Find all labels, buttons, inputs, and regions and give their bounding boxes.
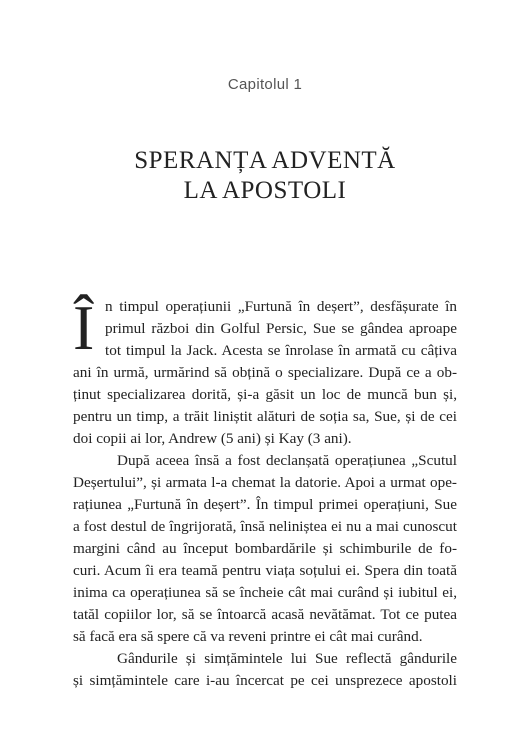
body-line: După aceea însă a fost declanșată operațiunea „Scutul	[117, 452, 457, 469]
drop-cap: Î	[73, 292, 95, 363]
chapter-title	[0, 146, 530, 206]
body-line: Gândurile și simțămintele lui Sue reflectă gândurile	[117, 650, 457, 667]
chapter-title-line-1: SPERANȚA ADVENTĂ	[134, 147, 396, 174]
body-line: curi. Acum îi era teamă pentru viața soțului ei. Spera din toată	[73, 562, 457, 579]
body-line: inima ca operațiunea să se încheie cât mai curând și iubitul ei,	[73, 584, 457, 601]
chapter-label: Capitolul 1	[227, 76, 303, 93]
body-line: Deșertului”, și armata l-a chemat la datorie. Apoi a urmat ope-	[73, 474, 457, 491]
body-line: doi copii ai lor, Andrew (5 ani) și Kay (3 ani).	[73, 430, 352, 447]
body-text	[73, 292, 457, 692]
body-line: ani în urmă, urmărind să obțină o specializare. După ce a ob-	[73, 364, 457, 381]
body-line: tatăl copiilor lor, să se întoarcă acasă nevătămat. Tot ce putea	[73, 606, 457, 623]
body-line: și simțămintele care i-au încercat pe cei unsprezece apostoli	[73, 672, 457, 689]
body-line: pentru un timp, a trăit liniștit alături de soția sa, Sue, și de cei	[73, 408, 457, 425]
body-line: să facă era să spere că va reveni printre ei cât mai curând.	[73, 628, 423, 645]
body-line: n timpul operațiunii „Furtună în deșert”, desfășurate în	[105, 298, 457, 315]
body-line: a fost destul de îngrijorată, însă neliniștea ei nu a mai cunoscut	[73, 518, 457, 535]
body-line: primul război din Golful Persic, Sue se gândea aproape	[105, 320, 457, 337]
body-line: tot timpul la Jack. Acesta se înrolase în armată cu câțiva	[105, 342, 457, 359]
body-line: rațiunea „Furtună în deșert”. În timpul primei operațiuni, Sue	[73, 496, 457, 513]
body-line: ținut specializarea dorită, și-a găsit un loc de muncă bun și,	[73, 386, 457, 403]
chapter-title-line-2: LA APOSTOLI	[183, 177, 347, 204]
body-line: margini când au început bombardările și schimburile de fo-	[73, 540, 457, 557]
